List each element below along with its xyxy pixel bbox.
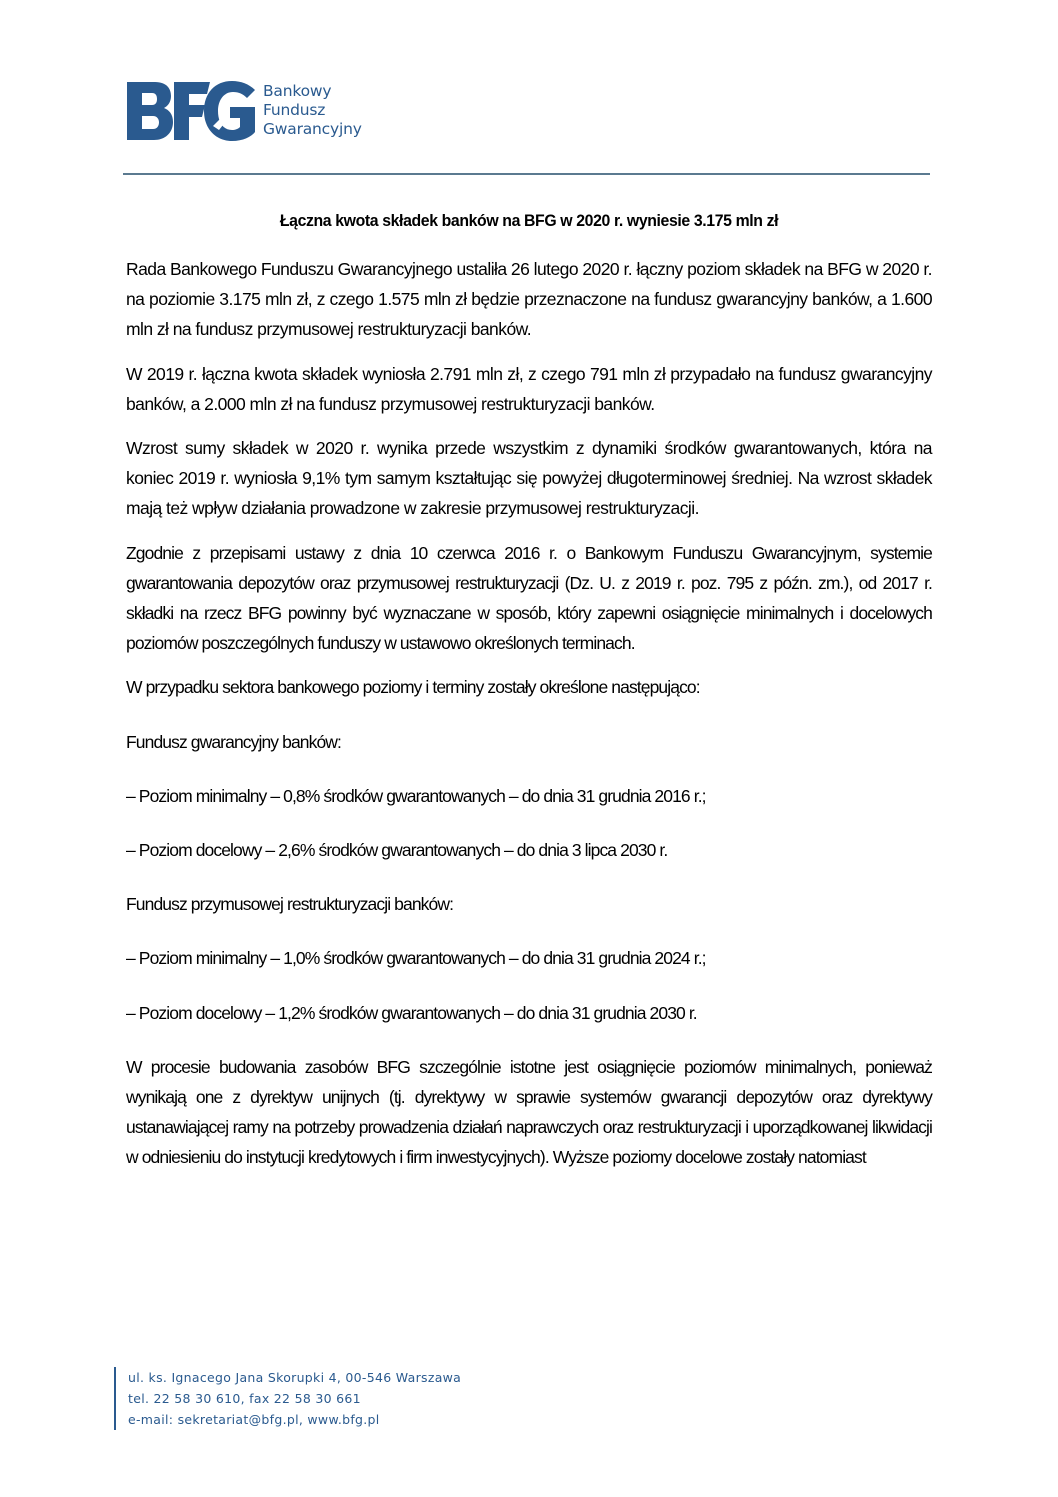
guarantee-fund-minimum: – Poziom minimalny – 0,8% środków gwarantowanych – do dnia 31 grudnia 2016 r.; (126, 785, 706, 806)
logo-line-1: Bankowy (263, 82, 332, 100)
document-title: Łączna kwota składek banków na BFG w 2020 r. wyniesie 3.175 mln zł (279, 211, 779, 230)
resolution-fund-minimum: – Poziom minimalny – 1,0% środków gwarantowanych – do dnia 31 grudnia 2024 r.; (126, 948, 706, 969)
paragraph-growth-reason: Wzrost sumy składek w 2020 r. wynika przede wszystkim z dynamiki środków gwarantowanych, która na koniec 2019 r. wyniosła 9,1% tym samym kształtując się powyżej długoterminowej średniej. Na wzrost składek mają też wpływ działania prowadzone w zakresie przymusowej restrukturyzacji. (126, 438, 932, 519)
bfg-logo-mark-icon (127, 80, 255, 142)
footer-address: ul. ks. Ignacego Jana Skorupki 4, 00-546 Warszawa (128, 1370, 462, 1385)
paragraph-contributions-2020: Rada Bankowego Funduszu Gwarancyjnego ustaliła 26 lutego 2020 r. łączny poziom składek na BFG w 2020 r. na poziomie 3.175 mln zł, z czego 1.575 mln zł będzie przeznaczone na fundusz gwarancyjny banków, a 1.600 mln zł na fundusz przymusowej restrukturyzacji banków. (126, 259, 932, 340)
paragraph-eu-directives: W procesie budowania zasobów BFG szczególnie istotne jest osiągnięcie poziomów minimalnych, ponieważ wynikają one z dyrektyw unijnych (tj. dyrektywy w sprawie systemów gwarancji depozytów oraz dyrektywy ustanawiającej ramy na potrzeby prowadzenia działań naprawczych oraz restrukturyzacji i uporządkowanej likwidacji w odniesieniu do instytucji kredytowych i firm inwestycyjnych). Wyższe poziomy docelowe zostały natomiast (126, 1056, 932, 1168)
footer-phone: tel. 22 58 30 610, fax 22 58 30 661 (128, 1391, 361, 1406)
bfg-logo-text (263, 82, 362, 139)
heading-resolution-fund: Fundusz przymusowej restrukturyzacji banków: (126, 894, 454, 915)
footer-email-web: e-mail: sekretariat@bfg.pl, www.bfg.pl (128, 1412, 380, 1427)
footer-contact (114, 1367, 461, 1430)
paragraph-levels-intro: W przypadku sektora bankowego poziomy i terminy zostały określone następująco: (126, 677, 700, 698)
paragraph-legal-basis: Zgodnie z przepisami ustawy z dnia 10 czerwca 2016 r. o Bankowym Funduszu Gwarancyjnym, systemie gwarantowania depozytów oraz przymusowej restrukturyzacji (Dz. U. z 2019 r. poz. 795 z późn. zm.), od 2017 r. składki na rzecz BFG powinny być wyznaczane w sposób, który zapewni osiągnięcie minimalnych i docelowych poziomów poszczególnych funduszy w ustawowo określonych terminach. (126, 542, 932, 654)
heading-guarantee-fund: Fundusz gwarancyjny banków: (126, 731, 341, 752)
logo-line-2: Fundusz (263, 101, 326, 119)
document-body (126, 254, 932, 1187)
paragraph-contributions-2019: W 2019 r. łączna kwota składek wyniosła 2.791 mln zł, z czego 791 mln zł przypadało na fundusz gwarancyjny banków, a 2.000 mln zł na fundusz przymusowej restrukturyzacji banków. (126, 363, 932, 414)
resolution-fund-target: – Poziom docelowy – 1,2% środków gwarantowanych – do dnia 31 grudnia 2030 r. (126, 1002, 697, 1023)
header-divider (123, 173, 930, 175)
guarantee-fund-target: – Poziom docelowy – 2,6% środków gwarantowanych – do dnia 3 lipca 2030 r. (126, 840, 668, 861)
logo-line-3: Gwarancyjny (263, 120, 362, 138)
bfg-logo (127, 80, 362, 142)
